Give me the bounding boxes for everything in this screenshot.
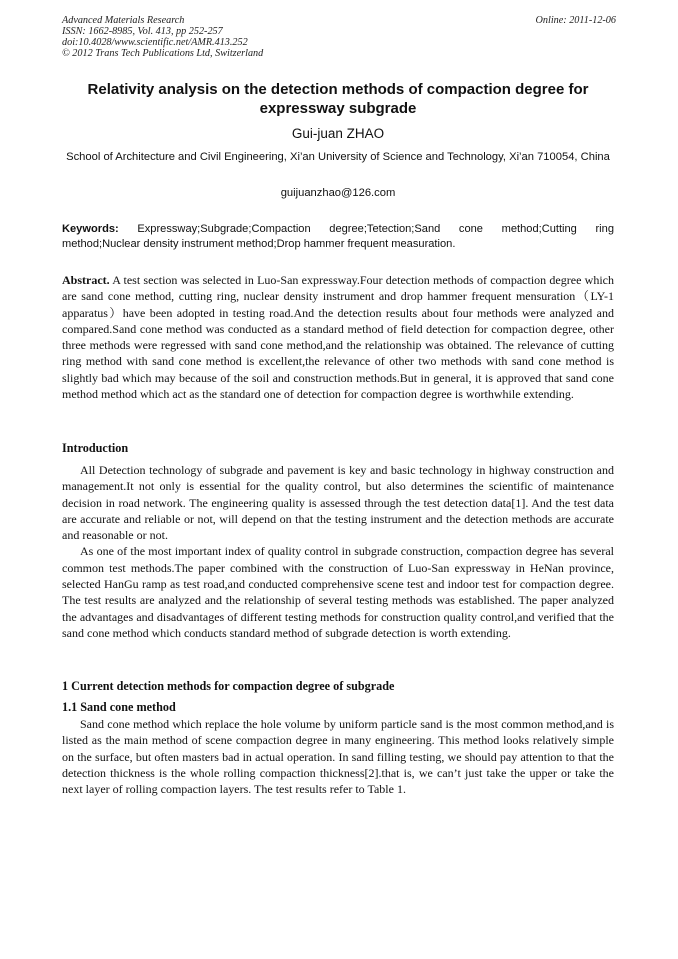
section-1-1-heading: 1.1 Sand cone method (62, 700, 176, 714)
introduction-heading: Introduction (62, 441, 129, 455)
copyright-line: © 2012 Trans Tech Publications Ltd, Switzerland (62, 48, 264, 59)
doi-line: doi:10.4028/www.scientific.net/AMR.413.252 (62, 37, 248, 48)
keywords-block (62, 222, 614, 252)
author-affiliation: School of Architecture and Civil Engineering, Xi’an University of Science and Technology, Xi’an 710054, China (66, 151, 610, 163)
online-date: Online: 2011-12-06 (535, 15, 616, 26)
section-1-1-paragraph: Sand cone method which replace the hole volume by uniform particle sand is the most common method,and is listed as the main method of scene compaction degree in many engineering. This method looks relatively simple on the surface, but often masters bad in actual operation. In sand filling testing, we should pay attention to that the detection thickness is the whole rolling compaction thickness[2].that is, we can’t just take the upper or take the next layer of rolling compaction layers. The test results refer to Table 1. (62, 717, 614, 797)
paper-title: Relativity analysis on the detection methods of compaction degree for expressway subgrade (87, 81, 589, 117)
author-name: Gui-juan ZHAO (291, 126, 385, 141)
abstract-label: Abstract. (62, 273, 110, 287)
introduction-body (62, 462, 614, 641)
keywords-text: Expressway;Subgrade;Compaction degree;Tetection;Sand cone method;Cutting ring method;Nuclear density instrument method;Drop hammer frequent measuration. (62, 223, 614, 250)
journal-info (62, 15, 616, 59)
abstract-block (62, 272, 614, 402)
journal-header (62, 15, 616, 65)
abstract-text: A test section was selected in Luo-San expressway.Four detection methods of compaction degree which are sand cone method, cutting ring, nuclear density instrument and drop hammer frequent mensuration（LY-1 apparatus）have been adopted in testing road.And the detection results about four methods were analyzed and compared.Sand cone method was conducted as a standard method of field detection for compaction degree, other three methods were regressed with sand cone method,and the relationship was obtained. The relevance of cutting ring method with sand cone method is excellent,the relevance of other two methods with sand cone method is slightly bad which may because of the soil and construction methods.But in general, it is approved that sand cone method method which act as the standard one of detection for compaction degree is worthwhile extending. (62, 273, 614, 402)
section-1-heading: 1 Current detection methods for compaction degree of subgrade (62, 679, 395, 693)
keywords-label: Keywords: (62, 223, 119, 235)
introduction-paragraph: As one of the most important index of quality control in subgrade construction, compaction degree has several common test methods.The paper combined with the construction of Luo-San expressway in HeNan province, selected HanGu ramp as test road,and conducted comprehensive scene test and indoor test for compaction degree. The test results are analyzed and the relationship of several testing methods was established. The paper analyzed the advantages and disadvantages of different testing methods for construction quality control,and verified that the sand cone method which conducts standard method of subgrade detection is worth extending. (62, 544, 614, 640)
journal-name: Advanced Materials Research (62, 15, 185, 26)
issn-line: ISSN: 1662-8985, Vol. 413, pp 252-257 (62, 26, 223, 37)
introduction-paragraph: All Detection technology of subgrade and pavement is key and basic technology in highway construction and management.It not only is essential for the quality control, but also determines the scientific of maintenance decision in road network. The engineering quality is assessed through the test detection data[1]. And the test data are accurate and reliable or not, will depend on that the testing instrument and the detection methods are accurate and reasonable or not. (62, 463, 614, 543)
section-1-1-body (62, 716, 614, 797)
author-email: guijuanzhao@126.com (280, 187, 396, 199)
